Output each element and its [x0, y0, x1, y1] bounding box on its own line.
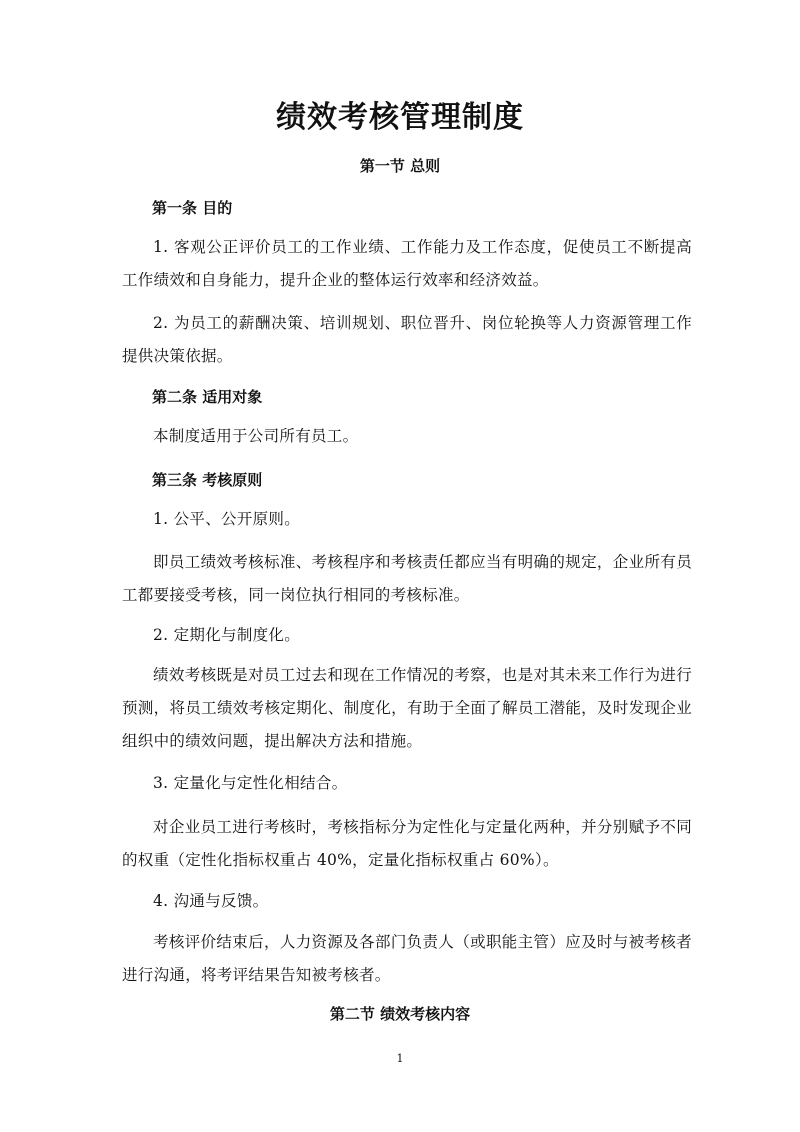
section-heading-content: 第二节 绩效考核内容 — [329, 1005, 471, 1023]
paragraph-principle-2-body: 绩效考核既是对员工过去和现在工作情况的考察，也是对其未来工作行为进行预测，将员工绩效考核定期化、制度化，有助于全面了解员工潜能，及时发现企业组织中的绩效问题，提出解决方法和措施。 — [122, 666, 692, 750]
paragraph-purpose-1: 1. 客观公正评价员工的工作业绩、工作能力及工作态度，促使员工不断提高工作绩效和自身能力，提升企业的整体运行效率和经济效益。 — [122, 238, 692, 289]
paragraph-principle-4-title: 4. 沟通与反馈。 — [153, 892, 269, 910]
paragraph-principle-1-body: 即员工绩效考核标准、考核程序和考核责任都应当有明确的规定，企业所有员工都要接受考核，同一岗位执行相同的考核标准。 — [122, 553, 692, 604]
paragraph-principle-4-body: 考核评价结束后，人力资源及各部门负责人（或职能主管）应及时与被考核者进行沟通，将考评结果告知被考核者。 — [122, 933, 692, 984]
page-number: 1 — [396, 1052, 404, 1065]
article-heading-principles: 第三条 考核原则 — [152, 471, 263, 489]
section-heading-general: 第一节 总则 — [359, 157, 441, 175]
paragraph-purpose-2: 2. 为员工的薪酬决策、培训规划、职位晋升、岗位轮换等人力资源管理工作提供决策依据。 — [122, 314, 692, 365]
article-heading-scope: 第二条 适用对象 — [152, 388, 263, 406]
article-heading-purpose: 第一条 目的 — [152, 199, 233, 217]
document-title: 绩效考核管理制度 — [276, 100, 524, 135]
paragraph-principle-3-title: 3. 定量化与定性化相结合。 — [153, 774, 348, 792]
paragraph-scope: 本制度适用于公司所有员工。 — [153, 427, 359, 445]
paragraph-principle-3-body: 对企业员工进行考核时，考核指标分为定性化与定量化两种，并分别赋予不同的权重（定性化指标权重占 40%，定量化指标权重占 60%）。 — [122, 818, 692, 869]
paragraph-principle-1-title: 1. 公平、公开原则。 — [153, 510, 301, 528]
paragraph-principle-2-title: 2. 定期化与制度化。 — [153, 626, 301, 644]
